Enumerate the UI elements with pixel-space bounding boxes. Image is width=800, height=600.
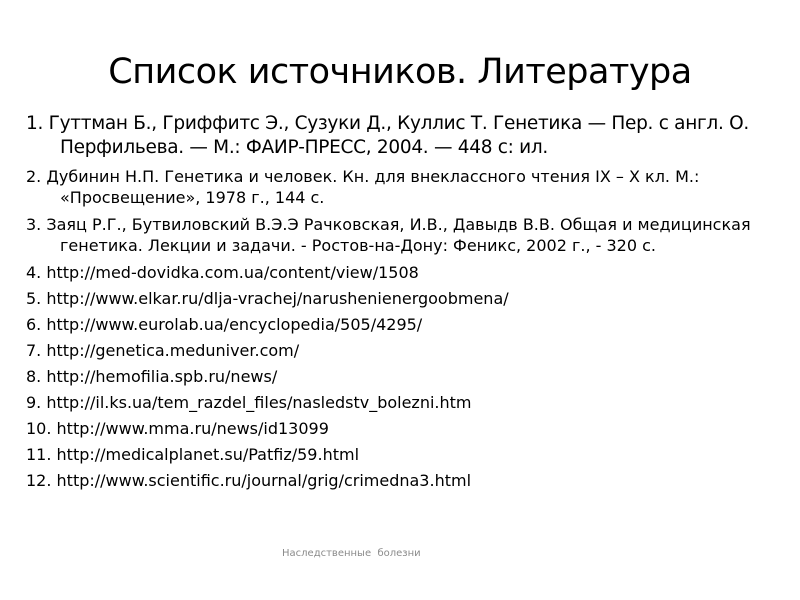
reference-link: 11. http://medicalplanet.su/Patfiz/59.html — [26, 445, 360, 464]
reference-item: 3. Заяц Р.Г., Бутвиловский В.Э.Э Рачковская, И.В., Давыдв В.В. Общая и медицинская генетика. Лекции и задачи. - Ростов-на-Дону: Феникс, 2002 г., - 320 с. — [26, 215, 751, 255]
reference-item: 2. Дубинин Н.П. Генетика и человек. Кн. для внеклассного чтения IX – X кл. М.: «Просвещение», 1978 г., 144 с. — [26, 167, 700, 207]
slide-footer: Наследственные болезни — [282, 548, 421, 559]
reference-link: 10. http://www.mma.ru/news/id13099 — [26, 419, 329, 438]
reference-link: 4. http://med-dovidka.com.ua/content/view/1508 — [26, 263, 419, 282]
reference-link: 6. http://www.eurolab.ua/encyclopedia/505/4295/ — [26, 315, 423, 334]
reference-link: 5. http://www.elkar.ru/dlja-vrachej/narushenienergoobmena/ — [26, 289, 509, 308]
slide-title: Список источников. Литература — [108, 52, 692, 92]
reference-link: 12. http://www.scientific.ru/journal/grig/crimedna3.html — [26, 471, 472, 490]
reference-list — [26, 112, 774, 496]
reference-link: 8. http://hemofilia.spb.ru/news/ — [26, 367, 278, 386]
reference-link: 7. http://genetica.meduniver.com/ — [26, 341, 300, 360]
reference-link: 9. http://il.ks.ua/tem_razdel_files/nasledstv_bolezni.htm — [26, 393, 472, 412]
reference-item: 1. Гуттман Б., Гриффитс Э., Сузуки Д., Куллис Т. Генетика — Пер. с англ. О. Перфильева. — М.: ФАИР-ПРЕСС, 2004. — 448 с: ил. — [26, 113, 749, 158]
